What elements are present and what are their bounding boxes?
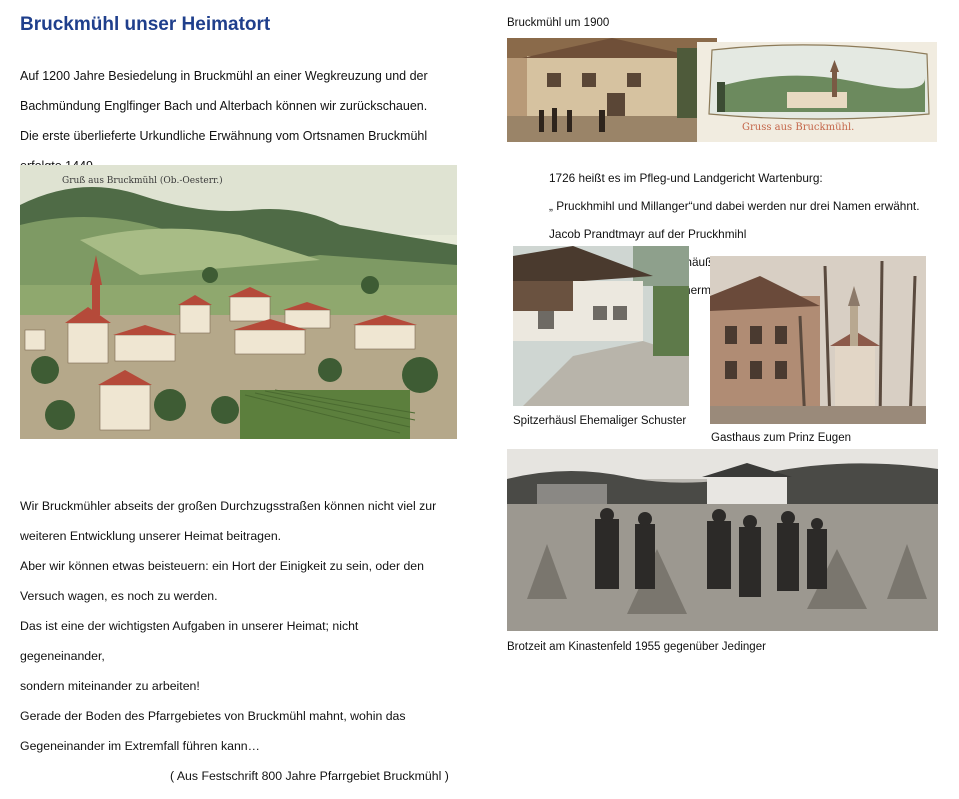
- intro-line: Bachmündung Englfinger Bach und Alterbach können wir zurückschauen.: [20, 99, 428, 113]
- closing-line: sondern miteinander zu arbeiten!: [20, 679, 200, 693]
- intro-line: Auf 1200 Jahre Besiedelung in Bruckmühl an einer Wegkreuzung und der: [20, 69, 428, 83]
- photo-house-1900: [507, 38, 717, 142]
- caption-spitzerhaeusl: Spitzerhäusl Ehemaliger Schuster: [513, 415, 687, 427]
- closing-line: Versuch wagen, es noch zu werden.: [20, 589, 218, 603]
- photo-spitzerhaeusl: [513, 246, 689, 406]
- closing-line: Gegeneinander im Extremfall führen kann…: [20, 739, 260, 753]
- photo-gasthaus-prinz-eugen: [710, 256, 926, 424]
- closing-line: Aber wir können etwas beisteuern: ein Hort der Einigkeit zu sein, oder den: [20, 559, 424, 573]
- closing-line: weiteren Entwicklung unserer Heimat beitragen.: [20, 529, 282, 543]
- postcard-village-panorama: [20, 165, 457, 439]
- photo-brotzeit-1955: [507, 449, 938, 631]
- source-citation: ( Aus Festschrift 800 Jahre Pfarrgebiet Bruckmühl ): [170, 769, 449, 783]
- caption-brotzeit: Brotzeit am Kinastenfeld 1955 gegenüber Jedinger: [507, 641, 766, 653]
- caption-gasthaus: Gasthaus zum Prinz Eugen: [711, 432, 851, 444]
- closing-line: Gerade der Boden des Pfarrgebietes von Bruckmühl mahnt, wohin das: [20, 709, 406, 723]
- history-line: „ Pruckhmihl und Millanger“und dabei werden nur drei Namen erwähnt.: [549, 199, 920, 213]
- postcard-caption: Gruß aus Bruckmühl (Ob.-Oesterr.): [62, 176, 223, 186]
- closing-line: Wir Bruckmühler abseits der großen Durchzugsstraßen können nicht viel zur: [20, 499, 437, 513]
- heading-bruckmuehl-1900: Bruckmühl um 1900: [507, 17, 610, 29]
- history-line: 1726 heißt es im Pfleg-und Landgericht Wartenburg:: [549, 171, 823, 185]
- history-line: Zimmermanhäußl: [661, 283, 754, 297]
- history-line: Jacob Prandtmayr auf der Pruckhmihl: [549, 227, 747, 241]
- intro-line: Die erste überlieferte Urkundliche Erwähnung vom Ortsnamen Bruckmühl: [20, 129, 428, 143]
- closing-line: gegeneinander,: [20, 649, 105, 663]
- postcard-gruss-aus-bruckmuehl: [697, 42, 937, 142]
- closing-text: [20, 484, 475, 799]
- page-title: Bruckmühl unser Heimatort: [20, 14, 271, 35]
- postcard-small-caption: Gruss aus Bruckmühl.: [742, 122, 855, 133]
- closing-line: Das ist eine der wichtigsten Aufgaben in unserer Heimat; nicht: [20, 619, 359, 633]
